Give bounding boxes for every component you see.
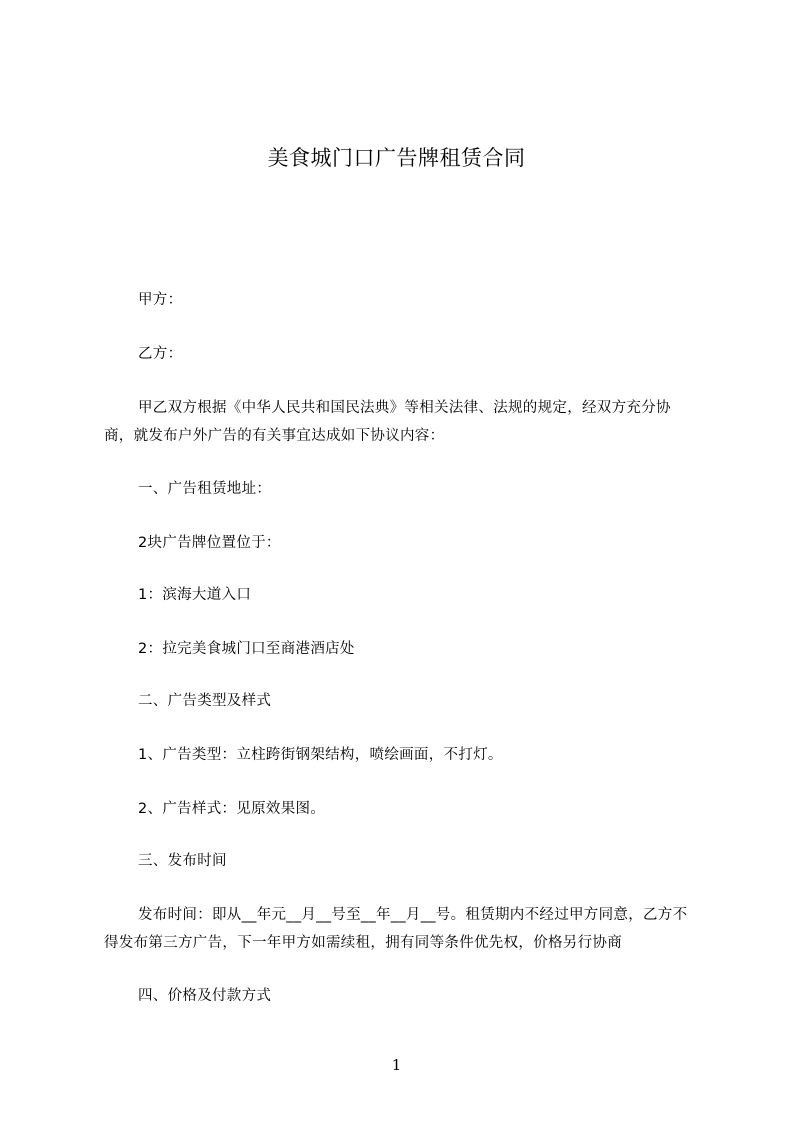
ad-style-line: 2、广告样式：见原效果图。 bbox=[138, 801, 326, 817]
billboard-count-line: 2块广告牌位置位于： bbox=[138, 535, 281, 551]
section-heading-1: 一、广告租赁地址： bbox=[138, 481, 272, 497]
party-b-line: 乙方： bbox=[138, 346, 183, 362]
section-heading-3: 三、发布时间 bbox=[138, 853, 227, 869]
page-number: 1 bbox=[391, 1056, 402, 1074]
section-heading-4: 四、价格及付款方式 bbox=[138, 988, 272, 1004]
party-a-line: 甲方： bbox=[138, 292, 183, 308]
publish-time-paragraph: 发布时间：即从__年元__月__号至__年__月__号。租赁期内不经过甲方同意，乙方不得发布第三方广告，下一年甲方如需续租，拥有同等条件优先权，价格另行协商 bbox=[104, 907, 688, 951]
section-heading-2: 二、广告类型及样式 bbox=[138, 693, 272, 709]
location-item-2: 2：拉完美食城门口至商港酒店处 bbox=[138, 641, 355, 657]
document-title: 美食城门口广告牌租赁合同 bbox=[267, 146, 526, 170]
ad-type-line: 1、广告类型：立柱跨街钢架结构，喷绘画面，不打灯。 bbox=[138, 747, 503, 763]
preamble-paragraph: 甲乙双方根据《中华人民共和国民法典》等相关法律、法规的规定，经双方充分协商，就发布户外广告的有关事宜达成如下协议内容： bbox=[104, 400, 671, 444]
location-item-1: 1：滨海大道入口 bbox=[138, 587, 252, 603]
